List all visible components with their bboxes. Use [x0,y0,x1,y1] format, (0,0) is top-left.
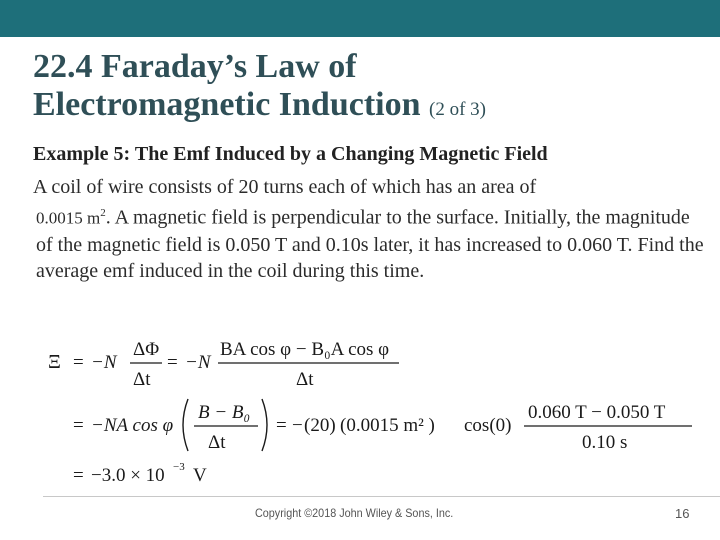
row2-prefix: −NA cos φ [91,415,174,436]
row2-minus: − [292,415,303,436]
page-number: 16 [675,506,690,521]
row2-num: 0.060 T − 0.050 T [528,402,666,423]
row1-equals: = [73,352,84,373]
row2-frac-num: B − B₀ [198,402,251,423]
title-part-indicator: (2 of 3) [429,99,486,120]
row2-den: 0.10 s [582,432,628,453]
row2-cos: cos(0) [464,415,512,436]
footer-divider [43,496,720,497]
row1-den2: Δt [296,369,314,390]
title-line-1: 22.4 Faraday’s Law of [33,48,357,85]
row2-equals: = [73,415,84,436]
problem-statement [33,174,705,284]
area-exponent: 2 [100,207,106,219]
slide-title [33,48,693,129]
area-value: 0.0015 m [36,208,101,228]
emf-derivation [36,333,708,493]
row1-equals-2: = [167,352,178,373]
emf-symbol: Ξ [48,351,61,373]
row1-num2: BA cos φ − B₀A cos φ [220,339,390,360]
row2-frac-den: Δt [208,432,226,453]
problem-rest: . A magnetic field is perpendicular to the surface. Initially, the magnitude of the magnetic field is 0.050 T and 0.10s later, it has increased to 0.060 T. Find the average emf induced in the coil during this time. [36,206,704,282]
copyright-notice: Copyright ©2018 John Wiley & Sons, Inc. [255,506,454,520]
example-heading: Example 5: The Emf Induced by a Changing Magnetic Field [33,143,548,165]
problem-line-1: A coil of wire consists of 20 turns each of which has an area of [33,176,537,198]
row1-neg-n: −N [91,352,117,373]
row2-area: (0.0015 m² ) [340,415,435,436]
row1-neg-n-2: −N [185,352,211,373]
title-line-2: Electromagnetic Induction [33,86,421,123]
row1-num1: ΔΦ [133,339,160,360]
row2-equals-2: = [276,415,287,436]
row3-result: −3.0 × 10 [91,465,165,486]
top-accent-bar [0,0,720,37]
row1-den1: Δt [133,369,151,390]
row2-n-value: (20) [304,415,336,436]
row2-left-paren [183,399,188,451]
row3-exponent: −3 [173,461,185,473]
row3-equals: = [73,465,84,486]
row2-right-paren [262,399,267,451]
row3-unit: V [193,465,207,486]
